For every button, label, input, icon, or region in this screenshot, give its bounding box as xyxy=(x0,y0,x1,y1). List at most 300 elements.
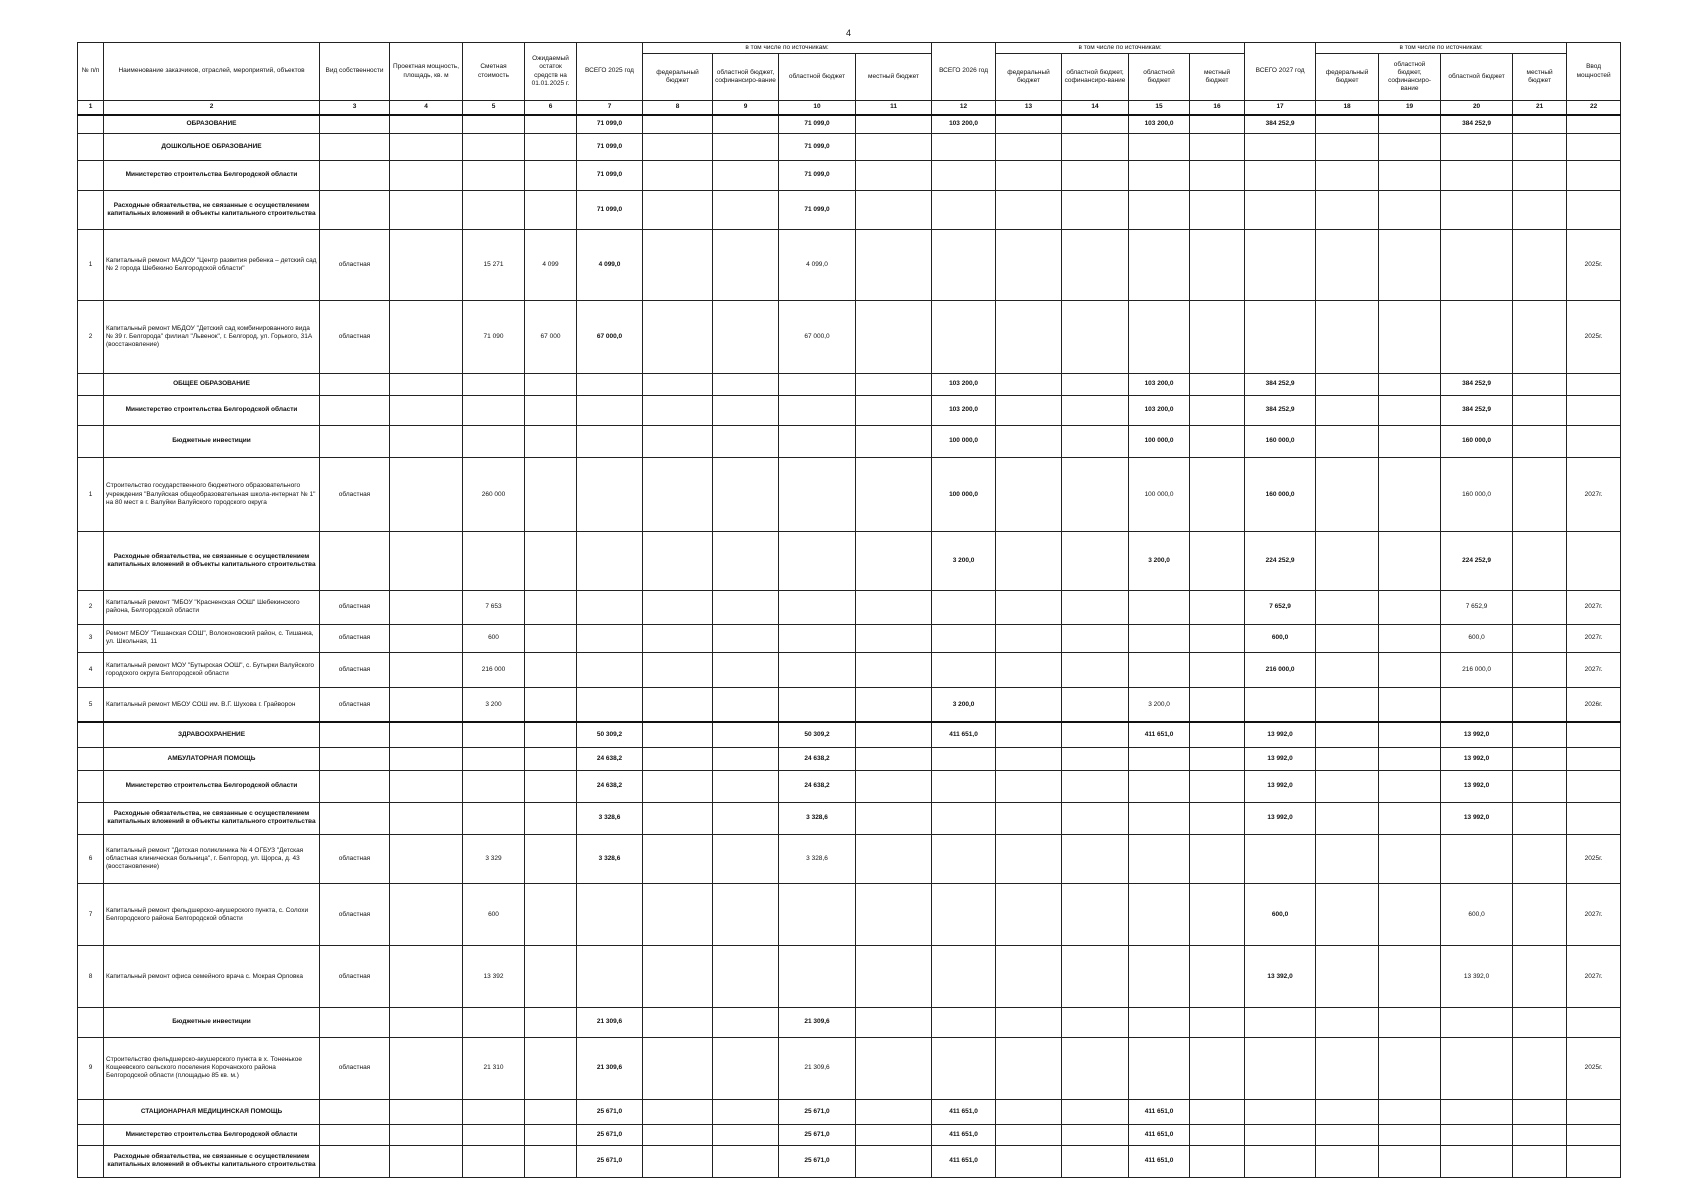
cell-t25: 21 309,6 xyxy=(577,1037,643,1099)
table-row xyxy=(78,457,1621,532)
cell-c27 xyxy=(1379,425,1441,457)
cell-f25 xyxy=(643,1099,713,1124)
column-number: 6 xyxy=(525,101,577,115)
cell-l26 xyxy=(1190,770,1245,802)
cell-rem xyxy=(525,374,577,396)
cell-l25 xyxy=(856,834,932,883)
cell-f25 xyxy=(643,1125,713,1146)
cell-t26 xyxy=(932,834,996,883)
cell-t26 xyxy=(932,229,996,300)
cell-n: 2 xyxy=(78,590,104,624)
cell-r25: 24 638,2 xyxy=(779,747,856,770)
cell-est: 21 310 xyxy=(463,1037,525,1099)
cell-t27: 160 000,0 xyxy=(1245,457,1316,532)
cell-l25 xyxy=(856,652,932,688)
cell-own: областная xyxy=(320,652,390,688)
cell-c27 xyxy=(1379,134,1441,160)
cell-own: областная xyxy=(320,1037,390,1099)
cell-cap xyxy=(390,532,463,590)
cell-t27: 13 992,0 xyxy=(1245,770,1316,802)
cell-own xyxy=(320,115,390,134)
cell-t27: 13 992,0 xyxy=(1245,747,1316,770)
cell-f26 xyxy=(996,532,1062,590)
cell-own xyxy=(320,395,390,425)
cell-l25 xyxy=(856,134,932,160)
cell-t26 xyxy=(932,134,996,160)
cell-n xyxy=(78,190,104,229)
cell-l25 xyxy=(856,1125,932,1146)
cell-r27 xyxy=(1441,1099,1513,1124)
cell-t27 xyxy=(1245,1125,1316,1146)
header-regional-cofin: областной бюджет, софинансиро-вание xyxy=(713,54,779,101)
cell-r27 xyxy=(1441,1145,1513,1177)
cell-r25: 50 309,2 xyxy=(779,722,856,747)
header-capacity: Проектная мощность, площадь, кв. м xyxy=(390,43,463,101)
cell-c27 xyxy=(1379,190,1441,229)
column-number: 14 xyxy=(1062,101,1129,115)
cell-f27 xyxy=(1316,688,1379,722)
cell-f27 xyxy=(1316,802,1379,834)
cell-own: областная xyxy=(320,946,390,1008)
cell-c25 xyxy=(713,532,779,590)
header-no: № п/п xyxy=(78,43,104,101)
header-commissioning: Ввод мощностей xyxy=(1567,43,1621,101)
cell-t27: 13 392,0 xyxy=(1245,946,1316,1008)
cell-cap xyxy=(390,374,463,396)
cell-t27 xyxy=(1245,1099,1316,1124)
cell-cap xyxy=(390,1008,463,1038)
cell-f26 xyxy=(996,802,1062,834)
cell-f27 xyxy=(1316,590,1379,624)
cell-c25 xyxy=(713,946,779,1008)
page-number: 4 xyxy=(845,28,851,38)
column-number: 1 xyxy=(78,101,104,115)
cell-c26 xyxy=(1062,229,1129,300)
header-name: Наименование заказчиков, отраслей, мероприятий, объектов xyxy=(104,43,320,101)
header-federal: федеральный бюджет xyxy=(996,54,1062,101)
cell-r25 xyxy=(779,688,856,722)
table-row xyxy=(78,229,1621,300)
cell-c25 xyxy=(713,229,779,300)
header-regional: областной бюджет xyxy=(779,54,856,101)
cell-n xyxy=(78,374,104,396)
cell-l26 xyxy=(1190,229,1245,300)
cell-c25 xyxy=(713,190,779,229)
cell-name: Министерство строительства Белгородской области xyxy=(104,1125,320,1146)
cell-c26 xyxy=(1062,160,1129,190)
cell-t27: 384 252,9 xyxy=(1245,374,1316,396)
cell-cap xyxy=(390,688,463,722)
cell-c25 xyxy=(713,300,779,373)
cell-t25 xyxy=(577,688,643,722)
cell-c27 xyxy=(1379,457,1441,532)
cell-c27 xyxy=(1379,300,1441,373)
cell-t27 xyxy=(1245,1008,1316,1038)
cell-vv: 2025г. xyxy=(1567,1037,1621,1099)
cell-t25: 25 671,0 xyxy=(577,1125,643,1146)
cell-own: областная xyxy=(320,229,390,300)
cell-l26 xyxy=(1190,374,1245,396)
cell-l26 xyxy=(1190,884,1245,946)
cell-c25 xyxy=(713,1125,779,1146)
cell-r27: 384 252,9 xyxy=(1441,115,1513,134)
cell-f25 xyxy=(643,688,713,722)
header-regional-cofin: областной бюджет, софинансиро-вание xyxy=(1379,54,1441,101)
cell-l25 xyxy=(856,946,932,1008)
cell-f27 xyxy=(1316,374,1379,396)
cell-f26 xyxy=(996,395,1062,425)
column-number: 8 xyxy=(643,101,713,115)
cell-c26 xyxy=(1062,722,1129,747)
column-number: 17 xyxy=(1245,101,1316,115)
cell-l27 xyxy=(1513,1125,1567,1146)
cell-vv: 2026г. xyxy=(1567,688,1621,722)
cell-r26 xyxy=(1129,747,1190,770)
cell-r26 xyxy=(1129,802,1190,834)
cell-n xyxy=(78,1145,104,1177)
cell-est xyxy=(463,425,525,457)
cell-f26 xyxy=(996,590,1062,624)
cell-n xyxy=(78,395,104,425)
cell-r26: 100 000,0 xyxy=(1129,425,1190,457)
cell-est xyxy=(463,115,525,134)
cell-r27: 384 252,9 xyxy=(1441,395,1513,425)
cell-r25: 25 671,0 xyxy=(779,1099,856,1124)
table-group-row xyxy=(78,115,1621,134)
cell-c25 xyxy=(713,688,779,722)
cell-f27 xyxy=(1316,300,1379,373)
cell-c25 xyxy=(713,722,779,747)
cell-r26 xyxy=(1129,590,1190,624)
cell-est xyxy=(463,802,525,834)
cell-name: Капитальный ремонт МОУ "Бутырская ООШ", с. Бутырки Валуйского городского округа Белгородской области xyxy=(104,652,320,688)
cell-t26 xyxy=(932,1008,996,1038)
column-number: 9 xyxy=(713,101,779,115)
cell-name: Министерство строительства Белгородской области xyxy=(104,395,320,425)
cell-l27 xyxy=(1513,834,1567,883)
cell-est xyxy=(463,1008,525,1038)
cell-l27 xyxy=(1513,190,1567,229)
cell-r27 xyxy=(1441,1125,1513,1146)
cell-t27: 600,0 xyxy=(1245,884,1316,946)
cell-t27 xyxy=(1245,834,1316,883)
table-group-row xyxy=(78,395,1621,425)
cell-l25 xyxy=(856,884,932,946)
cell-f27 xyxy=(1316,884,1379,946)
cell-r27: 7 652,9 xyxy=(1441,590,1513,624)
cell-f25 xyxy=(643,134,713,160)
column-number: 15 xyxy=(1129,101,1190,115)
cell-f27 xyxy=(1316,229,1379,300)
cell-vv: 2025г. xyxy=(1567,834,1621,883)
cell-vv: 2027г. xyxy=(1567,457,1621,532)
cell-r27: 13 992,0 xyxy=(1441,722,1513,747)
cell-est xyxy=(463,374,525,396)
table-group-row xyxy=(78,190,1621,229)
cell-c27 xyxy=(1379,1125,1441,1146)
cell-f26 xyxy=(996,1008,1062,1038)
cell-f25 xyxy=(643,374,713,396)
cell-t25 xyxy=(577,425,643,457)
cell-r25: 21 309,6 xyxy=(779,1008,856,1038)
cell-r25: 4 099,0 xyxy=(779,229,856,300)
cell-vv xyxy=(1567,802,1621,834)
cell-f25 xyxy=(643,1145,713,1177)
cell-vv xyxy=(1567,395,1621,425)
table-row xyxy=(78,625,1621,653)
cell-vv xyxy=(1567,1099,1621,1124)
cell-l26 xyxy=(1190,300,1245,373)
cell-r25 xyxy=(779,946,856,1008)
column-number: 21 xyxy=(1513,101,1567,115)
cell-t25: 71 099,0 xyxy=(577,190,643,229)
header-local: местный бюджет xyxy=(1513,54,1567,101)
table-group-row xyxy=(78,374,1621,396)
cell-t25 xyxy=(577,532,643,590)
cell-name: ЗДРАВООХРАНЕНИЕ xyxy=(104,722,320,747)
cell-f25 xyxy=(643,395,713,425)
cell-vv xyxy=(1567,532,1621,590)
cell-f26 xyxy=(996,652,1062,688)
cell-r27 xyxy=(1441,134,1513,160)
cell-n xyxy=(78,1008,104,1038)
cell-est: 71 090 xyxy=(463,300,525,373)
cell-c27 xyxy=(1379,1099,1441,1124)
header-local: местный бюджет xyxy=(1190,54,1245,101)
cell-c26 xyxy=(1062,134,1129,160)
cell-f25 xyxy=(643,300,713,373)
cell-c26 xyxy=(1062,1125,1129,1146)
cell-name: Расходные обязательства, не связанные с осуществлением капитальных вложений в объекты капитального строительства xyxy=(104,1145,320,1177)
cell-vv: 2025г. xyxy=(1567,300,1621,373)
cell-f25 xyxy=(643,770,713,802)
cell-t26: 100 000,0 xyxy=(932,457,996,532)
cell-l27 xyxy=(1513,688,1567,722)
cell-r25 xyxy=(779,652,856,688)
column-number: 10 xyxy=(779,101,856,115)
cell-t27 xyxy=(1245,229,1316,300)
cell-vv xyxy=(1567,374,1621,396)
table-group-row xyxy=(78,134,1621,160)
cell-vv: 2027г. xyxy=(1567,590,1621,624)
cell-r27: 13 992,0 xyxy=(1441,747,1513,770)
cell-name: Расходные обязательства, не связанные с осуществлением капитальных вложений в объекты капитального строительства xyxy=(104,190,320,229)
cell-cap xyxy=(390,160,463,190)
cell-l26 xyxy=(1190,688,1245,722)
cell-f26 xyxy=(996,229,1062,300)
cell-f26 xyxy=(996,160,1062,190)
cell-t25 xyxy=(577,590,643,624)
table-row xyxy=(78,884,1621,946)
cell-vv xyxy=(1567,722,1621,747)
cell-rem xyxy=(525,1037,577,1099)
cell-t25: 50 309,2 xyxy=(577,722,643,747)
cell-l25 xyxy=(856,1037,932,1099)
header-remainder: Ожидаемый остаток средств на 01.01.2025 г. xyxy=(525,43,577,101)
cell-f26 xyxy=(996,722,1062,747)
cell-l25 xyxy=(856,190,932,229)
cell-c27 xyxy=(1379,1037,1441,1099)
cell-l27 xyxy=(1513,770,1567,802)
cell-f26 xyxy=(996,457,1062,532)
cell-name: Капитальный ремонт МБДОУ "Детский сад комбинированного вида № 39 г. Белгорода" филиал "Львенок", г. Белгород, ул. Горького, 31А (восстановление) xyxy=(104,300,320,373)
cell-vv xyxy=(1567,115,1621,134)
cell-c27 xyxy=(1379,115,1441,134)
cell-n: 6 xyxy=(78,834,104,883)
cell-r25: 67 000,0 xyxy=(779,300,856,373)
cell-c25 xyxy=(713,160,779,190)
header-total-2026: ВСЕГО 2026 год xyxy=(932,43,996,101)
cell-n: 8 xyxy=(78,946,104,1008)
cell-n xyxy=(78,802,104,834)
cell-r26 xyxy=(1129,652,1190,688)
cell-n xyxy=(78,1099,104,1124)
cell-l25 xyxy=(856,374,932,396)
cell-l26 xyxy=(1190,747,1245,770)
header-federal: федеральный бюджет xyxy=(1316,54,1379,101)
cell-est xyxy=(463,1099,525,1124)
cell-l26 xyxy=(1190,160,1245,190)
cell-f26 xyxy=(996,770,1062,802)
column-number-row xyxy=(78,101,1621,115)
cell-l26 xyxy=(1190,625,1245,653)
cell-c26 xyxy=(1062,1145,1129,1177)
cell-c25 xyxy=(713,770,779,802)
table-row xyxy=(78,834,1621,883)
cell-l27 xyxy=(1513,946,1567,1008)
cell-r27 xyxy=(1441,1037,1513,1099)
cell-l25 xyxy=(856,229,932,300)
cell-r26 xyxy=(1129,625,1190,653)
cell-r26: 411 651,0 xyxy=(1129,1099,1190,1124)
cell-cap xyxy=(390,884,463,946)
cell-r25: 3 328,6 xyxy=(779,802,856,834)
column-number: 19 xyxy=(1379,101,1441,115)
cell-l25 xyxy=(856,1008,932,1038)
cell-l26 xyxy=(1190,652,1245,688)
cell-l26 xyxy=(1190,946,1245,1008)
cell-cap xyxy=(390,770,463,802)
cell-own xyxy=(320,190,390,229)
cell-l25 xyxy=(856,395,932,425)
cell-rem xyxy=(525,946,577,1008)
cell-f25 xyxy=(643,160,713,190)
cell-t25 xyxy=(577,884,643,946)
table-group-row xyxy=(78,802,1621,834)
cell-l27 xyxy=(1513,884,1567,946)
cell-r26: 103 200,0 xyxy=(1129,115,1190,134)
cell-cap xyxy=(390,395,463,425)
cell-r26: 411 651,0 xyxy=(1129,1145,1190,1177)
cell-t26 xyxy=(932,747,996,770)
cell-est xyxy=(463,722,525,747)
cell-cap xyxy=(390,625,463,653)
cell-name: Ремонт МБОУ "Тишанская СОШ", Волоконовский район, с. Тишанка, ул. Школьная, 11 xyxy=(104,625,320,653)
cell-c25 xyxy=(713,115,779,134)
cell-r26: 3 200,0 xyxy=(1129,688,1190,722)
cell-rem xyxy=(525,834,577,883)
cell-c26 xyxy=(1062,770,1129,802)
cell-c26 xyxy=(1062,1099,1129,1124)
cell-l26 xyxy=(1190,590,1245,624)
cell-r26 xyxy=(1129,1037,1190,1099)
cell-t26: 3 200,0 xyxy=(932,688,996,722)
cell-t27: 216 000,0 xyxy=(1245,652,1316,688)
cell-t26: 103 200,0 xyxy=(932,115,996,134)
cell-n: 2 xyxy=(78,300,104,373)
cell-cap xyxy=(390,190,463,229)
cell-own xyxy=(320,1145,390,1177)
cell-est: 3 200 xyxy=(463,688,525,722)
cell-vv xyxy=(1567,134,1621,160)
cell-n: 9 xyxy=(78,1037,104,1099)
cell-c25 xyxy=(713,457,779,532)
cell-r25: 24 638,2 xyxy=(779,770,856,802)
cell-r25 xyxy=(779,457,856,532)
cell-own xyxy=(320,425,390,457)
cell-cap xyxy=(390,1037,463,1099)
cell-c27 xyxy=(1379,946,1441,1008)
cell-vv xyxy=(1567,1008,1621,1038)
cell-cap xyxy=(390,300,463,373)
cell-vv xyxy=(1567,1145,1621,1177)
cell-f26 xyxy=(996,1037,1062,1099)
cell-r25: 25 671,0 xyxy=(779,1125,856,1146)
cell-l27 xyxy=(1513,747,1567,770)
cell-t25: 71 099,0 xyxy=(577,160,643,190)
cell-own xyxy=(320,1125,390,1146)
cell-l25 xyxy=(856,300,932,373)
column-number: 13 xyxy=(996,101,1062,115)
cell-rem xyxy=(525,625,577,653)
cell-l25 xyxy=(856,425,932,457)
cell-r25 xyxy=(779,395,856,425)
header-ownership: Вид собственности xyxy=(320,43,390,101)
cell-est xyxy=(463,770,525,802)
cell-f27 xyxy=(1316,652,1379,688)
cell-c25 xyxy=(713,374,779,396)
cell-n xyxy=(78,747,104,770)
cell-f25 xyxy=(643,590,713,624)
cell-cap xyxy=(390,134,463,160)
cell-t25 xyxy=(577,395,643,425)
cell-n xyxy=(78,532,104,590)
cell-l26 xyxy=(1190,532,1245,590)
cell-c26 xyxy=(1062,1037,1129,1099)
cell-c27 xyxy=(1379,532,1441,590)
cell-t25 xyxy=(577,374,643,396)
cell-c27 xyxy=(1379,160,1441,190)
cell-c26 xyxy=(1062,374,1129,396)
cell-n: 1 xyxy=(78,457,104,532)
cell-r27: 384 252,9 xyxy=(1441,374,1513,396)
cell-cap xyxy=(390,229,463,300)
cell-own: областная xyxy=(320,300,390,373)
cell-t27 xyxy=(1245,160,1316,190)
cell-c27 xyxy=(1379,747,1441,770)
cell-own: областная xyxy=(320,590,390,624)
cell-c27 xyxy=(1379,229,1441,300)
cell-f27 xyxy=(1316,1125,1379,1146)
cell-rem xyxy=(525,115,577,134)
cell-own xyxy=(320,374,390,396)
cell-t26 xyxy=(932,625,996,653)
cell-r27: 160 000,0 xyxy=(1441,457,1513,532)
cell-t25: 24 638,2 xyxy=(577,747,643,770)
cell-name: Капитальный ремонт "МБОУ "Красненская ООШ" Шебекинского района, Белгородской области xyxy=(104,590,320,624)
cell-est: 600 xyxy=(463,625,525,653)
cell-f25 xyxy=(643,229,713,300)
